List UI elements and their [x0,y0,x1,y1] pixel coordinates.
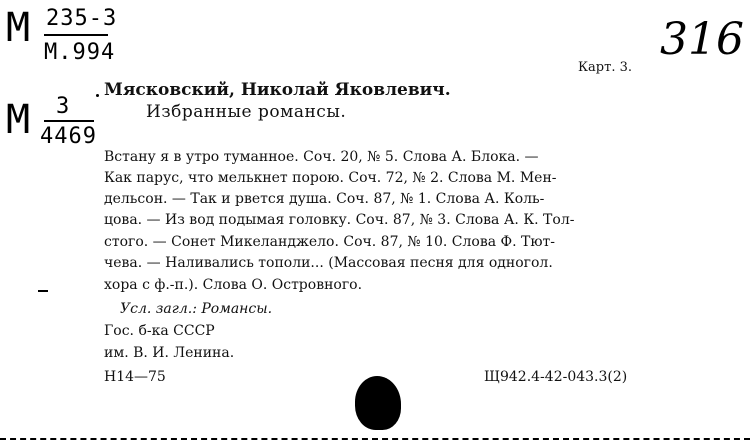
shelf-mark-2-top: 3 [56,94,71,119]
uniform-title: Усл. загл.: Романсы. [120,301,273,317]
footer-code-right: Щ942.4-42-043.3(2) [484,369,628,385]
shelf-mark-2-bottom: 4469 [40,124,97,149]
shelf-mark-1-bottom: М.994 [44,40,116,65]
margin-dash [38,290,48,292]
library-line: им. В. И. Ленина. [104,345,235,361]
shelf-mark-1-rule [44,34,108,36]
author-heading: Мясковский, Николай Яковлевич. [104,80,451,100]
shelf-mark-1-top: 235-3 [46,6,118,31]
contents-line: цова. — Из вод подымая головку. Соч. 87, № 3. Слова А. К. Тол- [104,212,575,228]
contents-line: Как парус, что мелькнет порою. Соч. 72, № 2. Слова М. Мен- [104,170,557,186]
card-bottom-edge [0,438,750,440]
contents-line: хора с ф.-п.). Слова О. Островного. [104,277,363,293]
shelf-mark-1-letter: М [6,5,31,51]
contents-line: чева. — Наливались тополи... (Массовая песня для одногол. [104,255,553,271]
contents-line: дельсон. — Так и рвется душа. Соч. 87, № 1. Слова А. Коль- [104,191,545,207]
shelf-mark-2-letter: М [6,97,31,143]
card-number-handwritten: 316 [660,14,744,65]
library-line: Гос. б-ка СССР [104,323,215,339]
dot-mark [96,94,99,97]
footer-code-left: Н14—75 [104,369,166,385]
card-label: Карт. 3. [578,60,632,75]
shelf-mark-2-rule [44,120,94,122]
title: Избранные романсы. [146,102,347,122]
contents-line: Встану я в утро туманное. Соч. 20, № 5. Слова А. Блока. — [104,149,539,165]
contents-line: стого. — Сонет Микеланджело. Соч. 87, № 10. Слова Ф. Тют- [104,234,556,250]
ink-blot [355,376,401,430]
